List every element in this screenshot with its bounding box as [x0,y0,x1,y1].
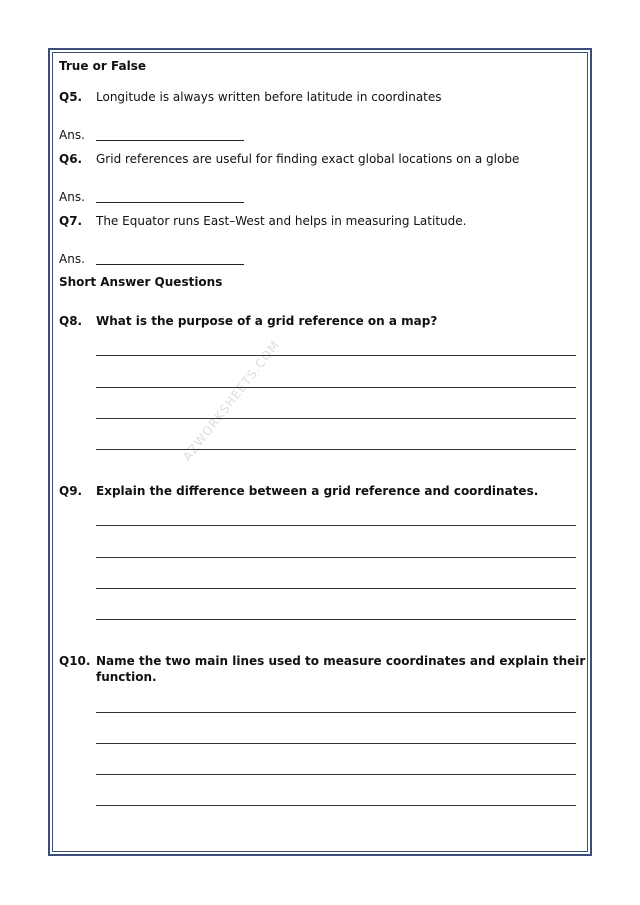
answer-line-q9-4[interactable] [96,619,576,620]
question-text-q6: Grid references are useful for finding exact global locations on a globe [96,152,520,166]
section-heading-true-false: True or False [59,59,146,73]
question-number-q7: Q7. [59,214,83,228]
question-number-q5: Q5. [59,90,83,104]
question-text-q10-line2: function. [96,670,157,684]
answer-line-q9-1[interactable] [96,525,576,526]
answer-line-q8-1[interactable] [96,355,576,356]
answer-line-q5[interactable] [96,140,244,141]
question-number-q10: Q10. [59,654,91,668]
answer-line-q10-4[interactable] [96,805,576,806]
answer-line-q8-3[interactable] [96,418,576,419]
answer-line-q8-4[interactable] [96,449,576,450]
answer-label-q6: Ans. [59,190,85,204]
answer-line-q10-2[interactable] [96,743,576,744]
question-number-q9: Q9. [59,484,83,498]
question-text-q9: Explain the difference between a grid reference and coordinates. [96,484,539,498]
answer-label-q7: Ans. [59,252,85,266]
question-text-q5: Longitude is always written before latitude in coordinates [96,90,442,104]
answer-line-q7[interactable] [96,264,244,265]
answer-line-q6[interactable] [96,202,244,203]
watermark: AZWORKSHEETS.COM [180,337,283,464]
answer-line-q9-3[interactable] [96,588,576,589]
question-number-q8: Q8. [59,314,83,328]
question-text-q8: What is the purpose of a grid reference on a map? [96,314,438,328]
section-heading-short-answer: Short Answer Questions [59,275,223,289]
answer-line-q8-2[interactable] [96,387,576,388]
question-text-q7: The Equator runs East–West and helps in measuring Latitude. [96,214,467,228]
question-text-q10-line1: Name the two main lines used to measure coordinates and explain their [96,654,586,668]
question-number-q6: Q6. [59,152,83,166]
page-border-inner [52,52,588,852]
answer-label-q5: Ans. [59,128,85,142]
answer-line-q9-2[interactable] [96,557,576,558]
answer-line-q10-1[interactable] [96,712,576,713]
answer-line-q10-3[interactable] [96,774,576,775]
